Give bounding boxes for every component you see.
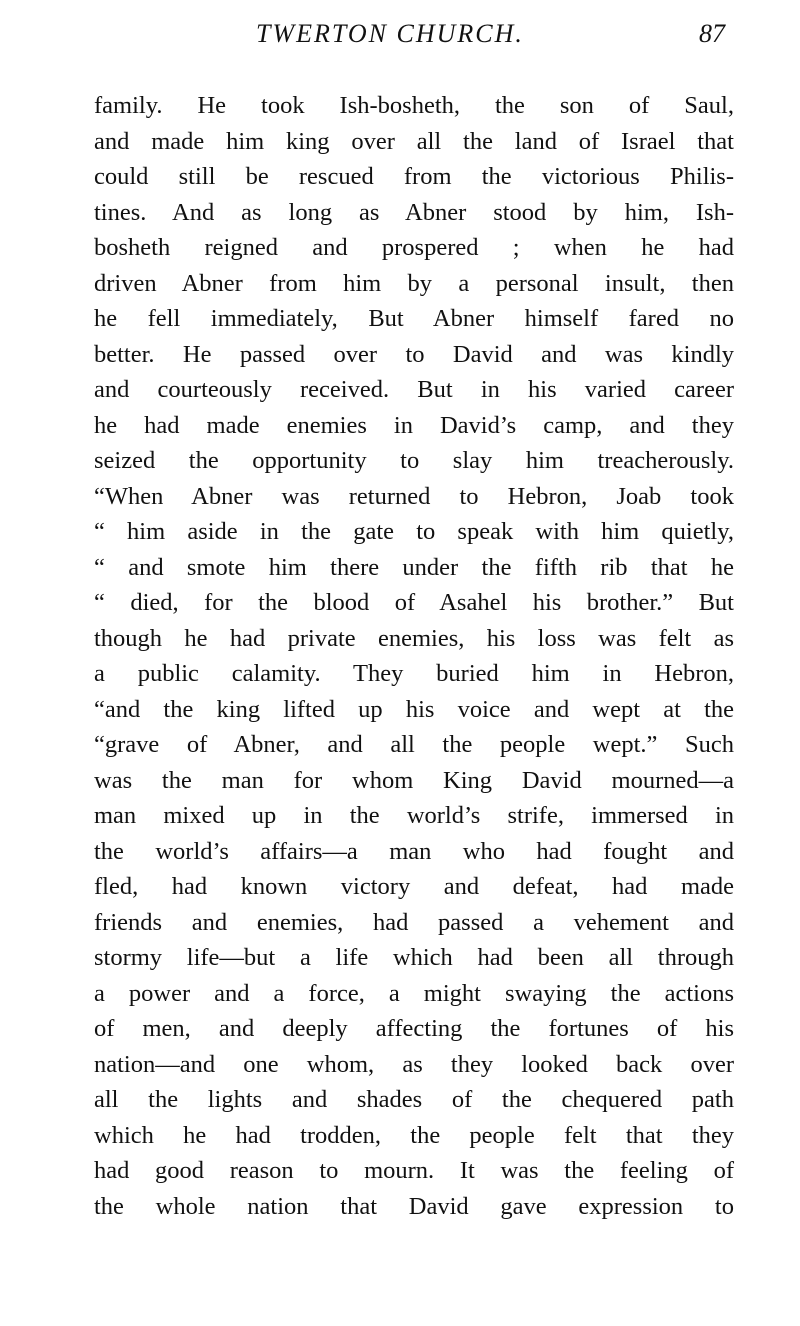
text-line: was the man for whom King David mourned—a: [94, 766, 734, 794]
text-line: seized the opportunity to slay him treacherously.: [94, 447, 734, 474]
text-line: the world’s affairs—a man who had fought and: [94, 837, 734, 865]
page-number: 87: [699, 19, 725, 48]
text-line: “ him aside in the gate to speak with him quietly,: [94, 518, 734, 545]
text-line: and courteously received. But in his varied career: [94, 376, 734, 403]
text-line: driven Abner from him by a personal insult, then: [94, 269, 734, 297]
text-line: better. He passed over to David and was kindly: [94, 340, 734, 368]
text-line: a power and a force, a might swaying the actions: [94, 979, 734, 1007]
running-head: [0, 16, 800, 52]
running-title: TWERTON CHURCH.: [256, 19, 524, 48]
text-line: and made him king over all the land of Israel that: [94, 127, 734, 155]
text-line: bosheth reigned and prospered ; when he had: [94, 234, 734, 261]
text-line: family. He took Ish-bosheth, the son of Saul,: [94, 92, 734, 119]
body-text: [94, 88, 734, 1224]
text-line: friends and enemies, had passed a vehement and: [94, 908, 734, 936]
text-line: “ and smote him there under the fifth rib that he: [94, 553, 734, 581]
text-line: tines. And as long as Abner stood by him, Ish-: [94, 198, 734, 226]
text-line: the whole nation that David gave expression to: [94, 1192, 734, 1220]
text-line: which he had trodden, the people felt that they: [94, 1121, 734, 1149]
text-line: of men, and deeply affecting the fortunes of his: [94, 1015, 734, 1042]
text-line: he had made enemies in David’s camp, and they: [94, 411, 734, 439]
text-line: “ died, for the blood of Asahel his brother.” But: [94, 589, 734, 616]
text-line: fled, had known victory and defeat, had made: [94, 873, 734, 900]
text-line: nation—and one whom, as they looked back over: [94, 1050, 734, 1078]
text-line: “and the king lifted up his voice and wept at the: [94, 695, 734, 723]
text-line: he fell immediately, But Abner himself fared no: [94, 305, 734, 332]
text-line: could still be rescued from the victorious Philis-: [94, 163, 734, 190]
text-line: all the lights and shades of the chequered path: [94, 1086, 734, 1113]
text-line: “grave of Abner, and all the people wept.” Such: [94, 731, 734, 758]
text-line: man mixed up in the world’s strife, immersed in: [94, 802, 734, 829]
text-line: stormy life—but a life which had been all through: [94, 944, 734, 971]
text-line: “When Abner was returned to Hebron, Joab took: [94, 482, 734, 510]
text-line: though he had private enemies, his loss was felt as: [94, 624, 734, 652]
text-line: a public calamity. They buried him in Hebron,: [94, 660, 734, 687]
text-line: had good reason to mourn. It was the feeling of: [94, 1157, 734, 1184]
